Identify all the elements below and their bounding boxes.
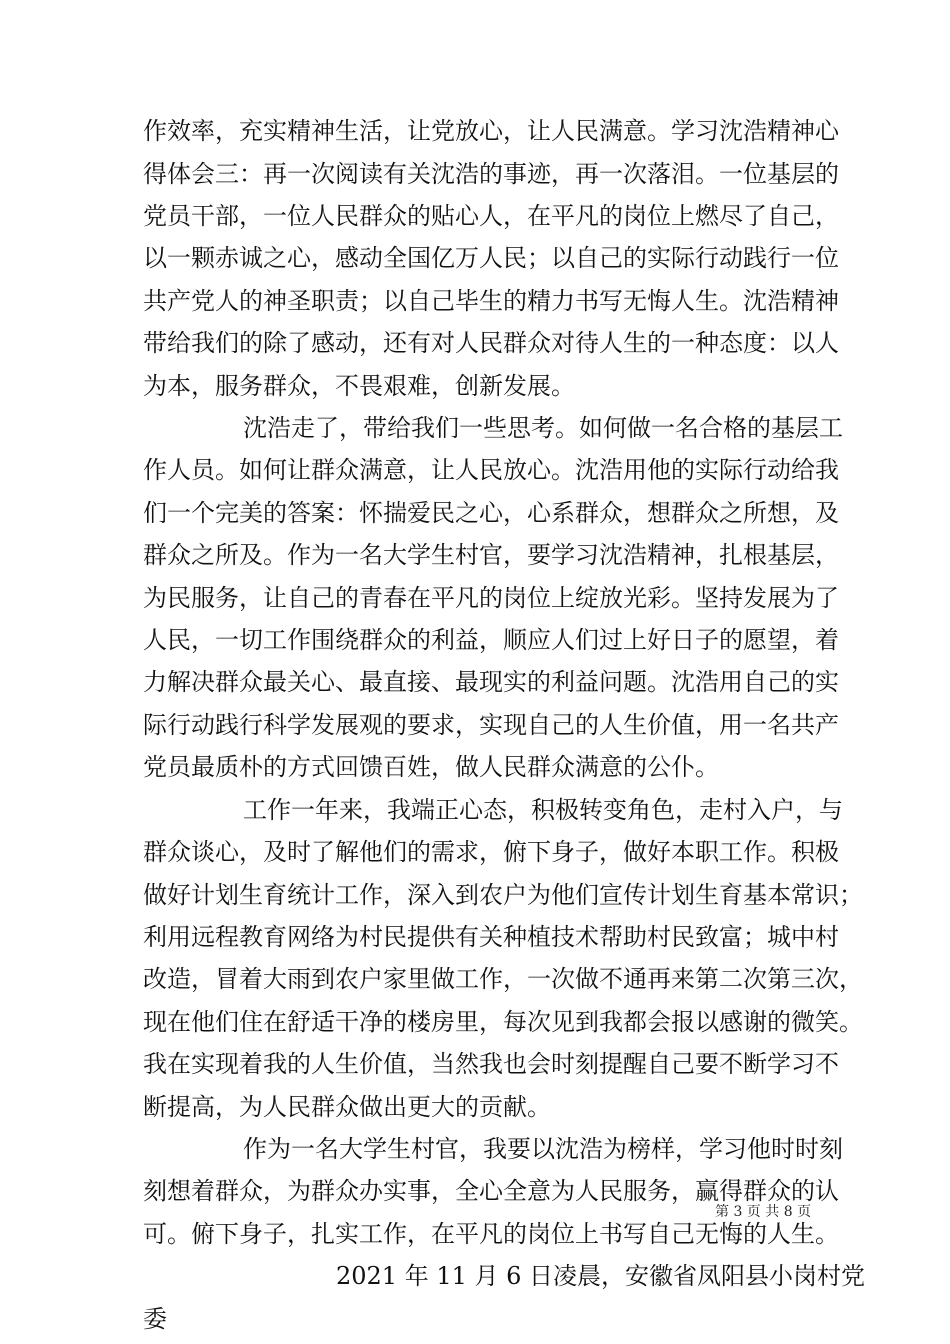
body-line: 力解决群众最关心、最直接、最现实的利益问题。沈浩用自己的实 <box>143 668 839 696</box>
body-line: 利用远程教育网络为村民提供有关种植技术帮助村民致富；城中村 <box>143 923 839 951</box>
body-line-indented: 沈浩走了，带给我们一些思考。如何做一名合格的基层工 <box>243 414 843 442</box>
body-line: 做好计划生育统计工作，深入到农户为他们宣传计划生育基本常识； <box>143 881 863 909</box>
body-line: 现在他们住在舒适干净的楼房里，每次见到我都会报以感谢的微笑。 <box>143 1008 863 1036</box>
body-line: 党员最质朴的方式回馈百姓，做人民群众满意的公仆。 <box>143 753 719 781</box>
body-line: 群众谈心，及时了解他们的需求，俯下身子，做好本职工作。积极 <box>143 838 839 866</box>
body-line: 们一个完美的答案：怀揣爱民之心，心系群众，想群众之所想，及 <box>143 499 839 527</box>
body-line: 人民，一切工作围绕群众的利益，顺应人们过上好日子的愿望，着 <box>143 626 839 654</box>
body-line: 为本，服务群众，不畏艰难，创新发展。 <box>143 372 575 400</box>
body-line: 改造，冒着大雨到农户家里做工作，一次做不通再来第二次第三次， <box>143 965 863 993</box>
body-line: 我在实现着我的人生价值，当然我也会时刻提醒自己要不断学习不 <box>143 1050 839 1078</box>
body-line: 得体会三：再一次阅读有关沈浩的事迹，再一次落泪。一位基层的 <box>143 160 839 188</box>
body-line: 为民服务，让自己的青春在平凡的岗位上绽放光彩。坚持发展为了 <box>143 584 839 612</box>
body-line: 际行动践行科学发展观的要求，实现自己的人生价值，用一名共产 <box>143 711 839 739</box>
date-line: 2021 年 11 月 6 日凌晨，安徽省凤阳县小岗村党 <box>336 1262 866 1290</box>
page-number: 第 3 页 共 8 页 <box>715 1204 812 1220</box>
date-line-continuation: 委 <box>143 1305 167 1333</box>
body-line-indented: 作为一名大学生村官，我要以沈浩为榜样，学习他时时刻 <box>243 1135 843 1163</box>
body-line: 作效率，充实精神生活，让党放心，让人民满意。学习沈浩精神心 <box>143 117 839 145</box>
body-line: 群众之所及。作为一名大学生村官，要学习沈浩精神，扎根基层， <box>143 541 839 569</box>
body-line: 共产党人的神圣职责；以自己毕生的精力书写无悔人生。沈浩精神 <box>143 287 839 315</box>
body-line: 作人员。如何让群众满意，让人民放心。沈浩用他的实际行动给我 <box>143 456 839 484</box>
body-line: 带给我们的除了感动，还有对人民群众对待人生的一种态度：以人 <box>143 329 839 357</box>
body-line: 可。俯下身子，扎实工作，在平凡的岗位上书写自己无悔的人生。 <box>143 1220 839 1248</box>
body-line: 断提高，为人民群众做出更大的贡献。 <box>143 1093 551 1121</box>
body-line: 刻想着群众，为群众办实事，全心全意为人民服务，赢得群众的认 <box>143 1177 839 1205</box>
body-line: 党员干部，一位人民群众的贴心人，在平凡的岗位上燃尽了自己， <box>143 202 839 230</box>
body-line-indented: 工作一年来，我端正心态，积极转变角色，走村入户，与 <box>243 796 843 824</box>
body-line: 以一颗赤诚之心，感动全国亿万人民；以自己的实际行动践行一位 <box>143 244 839 272</box>
